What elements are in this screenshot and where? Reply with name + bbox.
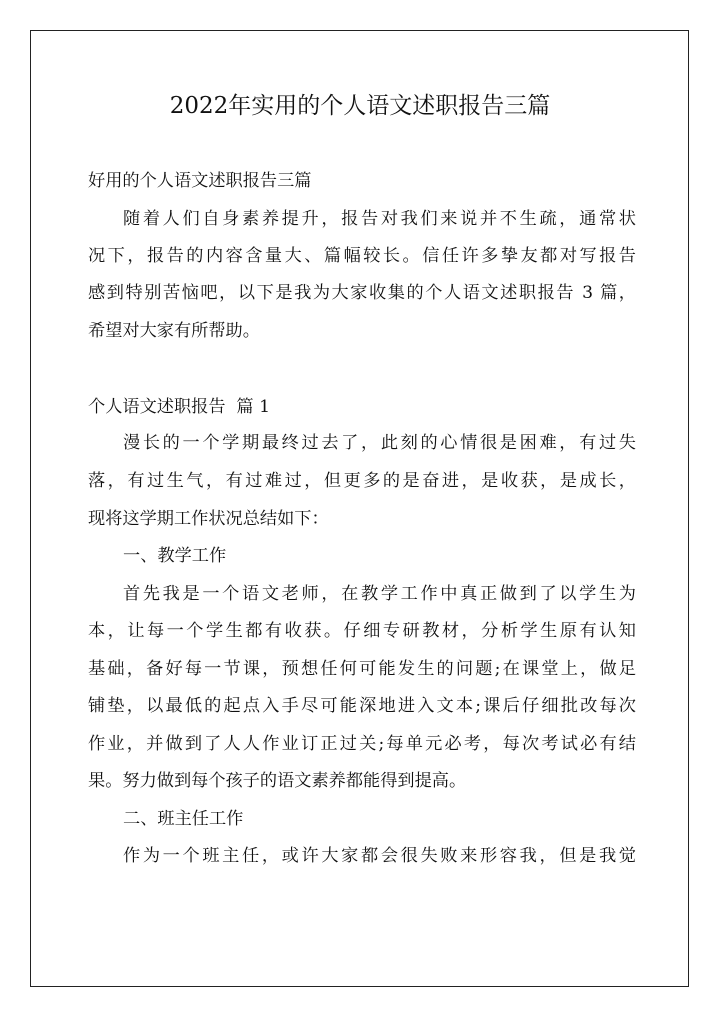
teaching-line: 本，让每一个学生都有收获。仔细专研教材，分析学生原有认知 bbox=[88, 621, 636, 641]
intro-line: 感到特别苦恼吧，以下是我为大家收集的个人语文述职报告 3 篇， bbox=[88, 283, 636, 303]
intro-line: 希望对大家有所帮助。 bbox=[88, 321, 260, 341]
section-line: 现将这学期工作状况总结如下： bbox=[88, 509, 329, 529]
teaching-line: 铺垫，以最低的起点入手尽可能深地进入文本;课后仔细批改每次 bbox=[88, 696, 636, 716]
section-line: 落，有过生气，有过难过，但更多的是奋进，是收获，是成长， bbox=[88, 471, 636, 491]
section-line: 漫长的一个学期最终过去了，此刻的心情很是困难，有过失 bbox=[123, 433, 636, 453]
document-title: 2022年实用的个人语文述职报告三篇 bbox=[169, 93, 551, 119]
class-line: 作为一个班主任，或许大家都会很失败来形容我，但是我觉 bbox=[123, 846, 636, 866]
teaching-line: 作业，并做到了人人作业订正过关;每单元必考，每次考试必有结 bbox=[88, 734, 636, 754]
document-subtitle: 好用的个人语文述职报告三篇 bbox=[88, 171, 312, 191]
teaching-line: 首先我是一个语文老师，在教学工作中真正做到了以学生为 bbox=[123, 584, 636, 604]
intro-line: 随着人们自身素养提升，报告对我们来说并不生疏，通常状 bbox=[123, 209, 636, 229]
section-heading: 个人语文述职报告 篇 1 bbox=[88, 397, 271, 417]
teaching-line: 基础，备好每一节课，预想任何可能发生的问题;在课堂上，做足 bbox=[88, 659, 636, 679]
class-heading: 二、班主任工作 bbox=[123, 809, 244, 829]
teaching-heading: 一、教学工作 bbox=[123, 546, 227, 566]
intro-line: 况下，报告的内容含量大、篇幅较长。信任许多挚友都对写报告 bbox=[88, 246, 636, 266]
teaching-line: 果。努力做到每个孩子的语文素养都能得到提高。 bbox=[88, 771, 467, 791]
